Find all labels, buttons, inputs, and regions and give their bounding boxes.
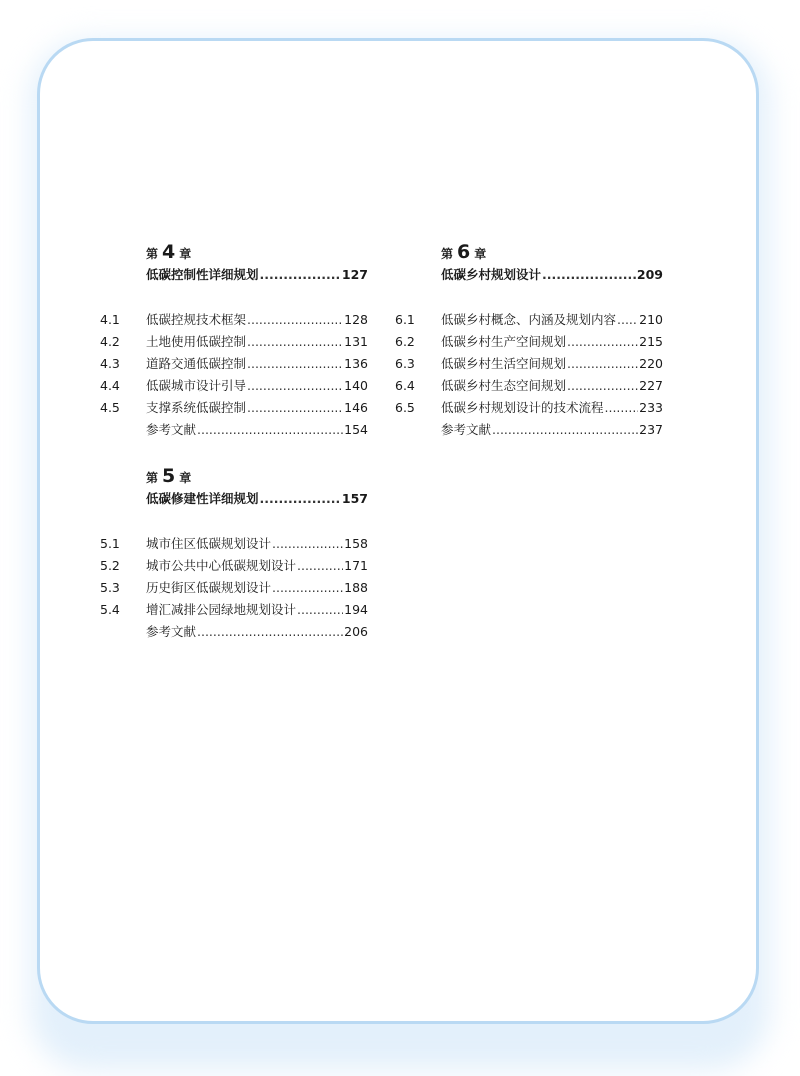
section-title: 道路交通低碳控制 — [146, 356, 247, 371]
page-number: 140 — [344, 378, 368, 393]
dot-leader — [567, 331, 638, 353]
page-number: 233 — [639, 400, 663, 415]
dot-leader — [605, 397, 639, 419]
section-title: 城市公共中心低碳规划设计 — [146, 558, 297, 573]
section-number: 4.3 — [100, 356, 120, 371]
dot-leader — [197, 419, 343, 441]
chapter-block — [100, 240, 368, 441]
chapter-heading — [146, 464, 368, 488]
page-number: 157 — [341, 491, 368, 506]
section-number: 5.3 — [100, 580, 120, 595]
dot-leader — [247, 309, 343, 331]
dot-leader — [197, 621, 343, 643]
section-title: 低碳乡村生产空间规划 — [441, 334, 567, 349]
dot-leader — [272, 533, 343, 555]
section-number: 4.1 — [100, 312, 120, 327]
chapter-block — [100, 464, 368, 643]
dot-leader — [297, 599, 343, 621]
dot-leader — [247, 353, 343, 375]
page-number: 136 — [344, 356, 368, 371]
chapter-number: 4 — [162, 241, 176, 263]
chapter-title-row[interactable] — [146, 488, 368, 510]
chapter-suffix: 章 — [474, 247, 487, 261]
section-title: 增汇减排公园绿地规划设计 — [146, 602, 297, 617]
toc-entry[interactable] — [100, 309, 368, 331]
section-title: 土地使用低碳控制 — [146, 334, 247, 349]
section-number: 6.2 — [395, 334, 415, 349]
section-title: 低碳控规技术框架 — [146, 312, 247, 327]
chapter-prefix: 第 — [146, 247, 159, 261]
chapter-suffix: 章 — [179, 471, 192, 485]
dot-leader — [567, 353, 638, 375]
page-number: 128 — [344, 312, 368, 327]
toc-entry[interactable] — [395, 331, 663, 353]
chapter-prefix: 第 — [441, 247, 454, 261]
section-title: 参考文献 — [441, 422, 492, 437]
page-number: 194 — [344, 602, 368, 617]
page-number: 215 — [639, 334, 663, 349]
toc-entry[interactable] — [100, 331, 368, 353]
dot-leader — [617, 309, 638, 331]
chapter-title-row[interactable] — [441, 264, 663, 286]
section-number: 6.4 — [395, 378, 415, 393]
toc-entry[interactable] — [100, 533, 368, 555]
page-number: 237 — [639, 422, 663, 437]
chapter-title: 低碳控制性详细规划 — [146, 267, 259, 282]
chapter-block — [395, 240, 663, 441]
toc-entry[interactable] — [395, 375, 663, 397]
toc-entry[interactable] — [100, 419, 368, 441]
chapter-heading — [441, 240, 663, 264]
dot-leader — [260, 264, 341, 286]
toc-entry[interactable] — [395, 309, 663, 331]
page-number: 131 — [344, 334, 368, 349]
section-title: 历史街区低碳规划设计 — [146, 580, 272, 595]
section-title: 支撑系统低碳控制 — [146, 400, 247, 415]
section-number: 5.4 — [100, 602, 120, 617]
section-number: 5.1 — [100, 536, 120, 551]
section-number: 4.4 — [100, 378, 120, 393]
toc-entry[interactable] — [100, 555, 368, 577]
chapter-number: 6 — [457, 241, 471, 263]
page-number: 171 — [344, 558, 368, 573]
toc-entry[interactable] — [100, 621, 368, 643]
dot-leader — [272, 577, 343, 599]
toc-entry[interactable] — [100, 375, 368, 397]
section-title: 参考文献 — [146, 624, 197, 639]
section-number: 6.1 — [395, 312, 415, 327]
page-number: 158 — [344, 536, 368, 551]
page-number: 220 — [639, 356, 663, 371]
chapter-heading — [146, 240, 368, 264]
dot-leader — [247, 331, 343, 353]
page-number: 146 — [344, 400, 368, 415]
toc-entry[interactable] — [100, 353, 368, 375]
section-title: 低碳乡村概念、内涵及规划内容 — [441, 312, 617, 327]
toc-entry[interactable] — [100, 599, 368, 621]
page-number: 127 — [341, 267, 368, 282]
section-number: 4.2 — [100, 334, 120, 349]
page-number: 154 — [344, 422, 368, 437]
toc-entry[interactable] — [100, 397, 368, 419]
section-number: 6.5 — [395, 400, 415, 415]
section-title: 低碳乡村生活空间规划 — [441, 356, 567, 371]
chapter-number: 5 — [162, 465, 176, 487]
section-number: 6.3 — [395, 356, 415, 371]
toc-entry[interactable] — [395, 353, 663, 375]
page-number: 206 — [344, 624, 368, 639]
section-title: 城市住区低碳规划设计 — [146, 536, 272, 551]
dot-leader — [247, 397, 343, 419]
toc-right-column — [395, 240, 663, 441]
dot-leader — [542, 264, 636, 286]
chapter-title: 低碳乡村规划设计 — [441, 267, 542, 282]
chapter-title: 低碳修建性详细规划 — [146, 491, 259, 506]
section-title: 低碳乡村生态空间规划 — [441, 378, 567, 393]
toc-entry[interactable] — [395, 419, 663, 441]
dot-leader — [297, 555, 343, 577]
chapter-suffix: 章 — [179, 247, 192, 261]
spacer — [100, 441, 368, 464]
section-title: 参考文献 — [146, 422, 197, 437]
dot-leader — [492, 419, 638, 441]
section-number: 4.5 — [100, 400, 120, 415]
section-number: 5.2 — [100, 558, 120, 573]
page-number: 227 — [639, 378, 663, 393]
toc-entry[interactable] — [100, 577, 368, 599]
chapter-title-row[interactable] — [146, 264, 368, 286]
page-number: 209 — [636, 267, 663, 282]
dot-leader — [567, 375, 638, 397]
section-title: 低碳城市设计引导 — [146, 378, 247, 393]
chapter-prefix: 第 — [146, 471, 159, 485]
dot-leader — [247, 375, 343, 397]
section-title: 低碳乡村规划设计的技术流程 — [441, 400, 604, 415]
page-number: 188 — [344, 580, 368, 595]
toc-left-column — [100, 240, 368, 643]
page-number: 210 — [639, 312, 663, 327]
toc-entry[interactable] — [395, 397, 663, 419]
dot-leader — [260, 488, 341, 510]
